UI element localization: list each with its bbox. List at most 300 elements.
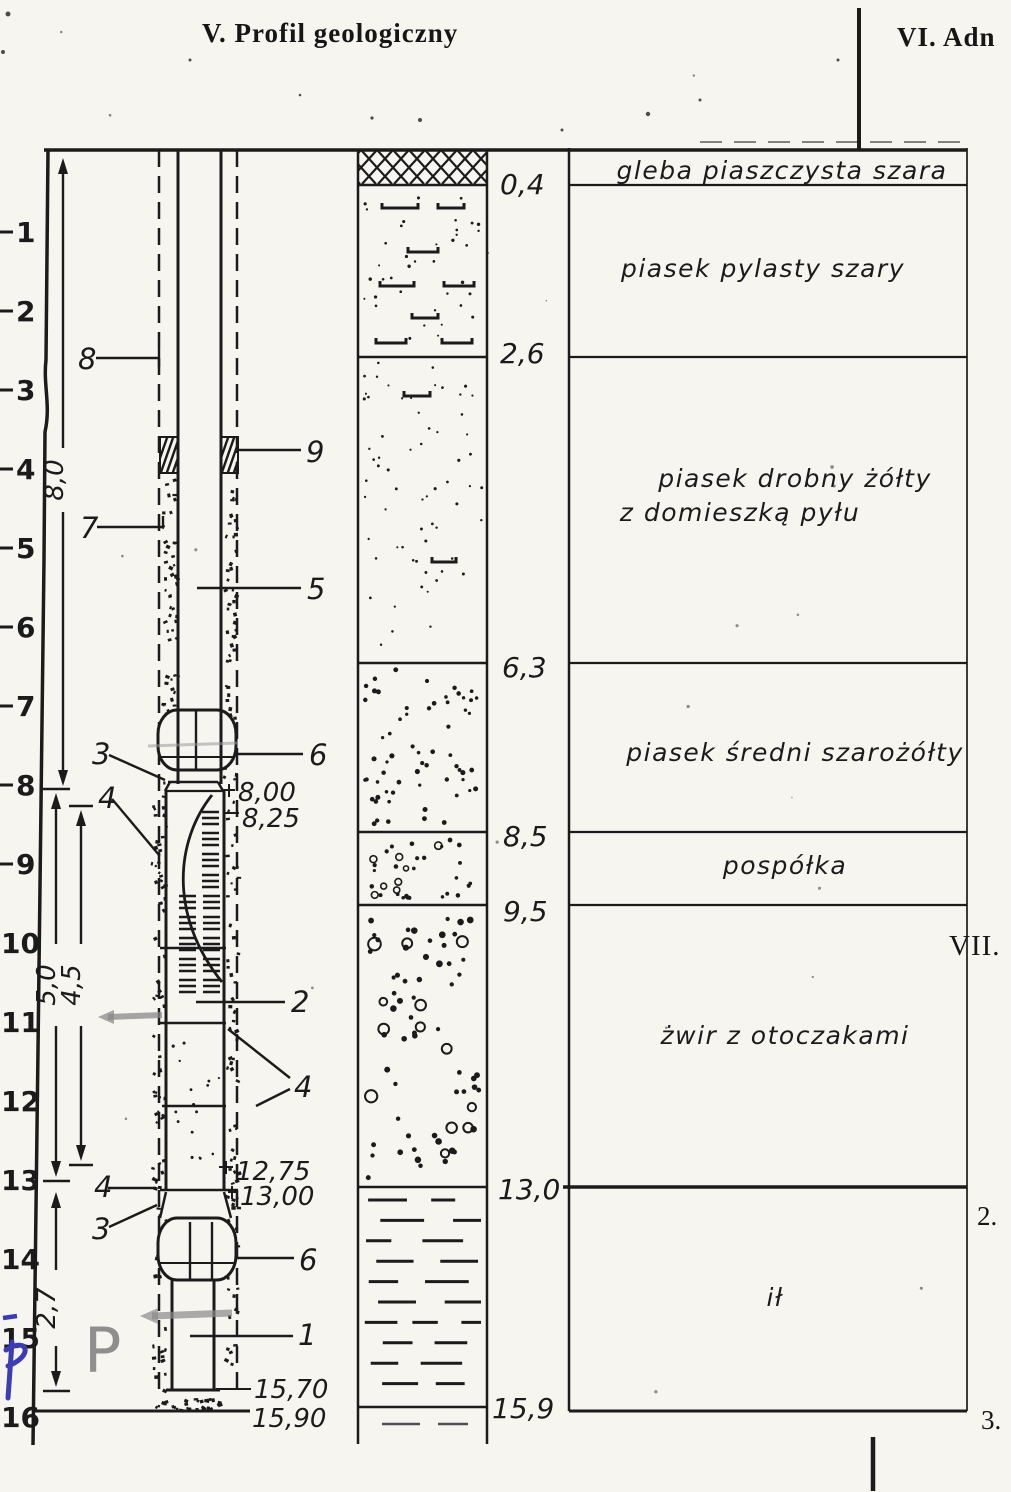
lithology-dot (373, 869, 376, 872)
scan-speck (60, 31, 63, 34)
gravel-pack-fleck (168, 638, 172, 642)
lithology-cobble (457, 936, 468, 947)
lithology-dot (418, 1163, 423, 1168)
gravel-pack-fleck (152, 1072, 156, 1076)
lithology-dot (403, 979, 408, 984)
lithology-dot (365, 479, 368, 482)
scan-speck (299, 94, 302, 97)
depth-scale-label: 14 (1, 1243, 40, 1276)
lithology-dot (424, 763, 429, 768)
lithology-dot (392, 975, 396, 979)
lithology-dot (363, 397, 366, 400)
depth-scale-label: 4 (16, 453, 36, 486)
lithology-dot (469, 485, 471, 487)
pipe-interior-dot (206, 1084, 209, 1087)
gravel-pack-fleck (224, 1358, 229, 1363)
lithology-dot (365, 777, 369, 781)
lithology-dot (369, 277, 372, 280)
gravel-pack-fleck (167, 630, 169, 633)
gravel-pack-fleck (235, 773, 239, 777)
lithology-dot (458, 861, 462, 865)
topsoil-hatch (330, 151, 360, 184)
lithology-dot (385, 790, 389, 794)
gravel-pack-fleck (236, 866, 239, 869)
lithology-dot (363, 298, 365, 300)
pencil-arrow (152, 1313, 232, 1316)
lithology-cobble (446, 1122, 457, 1133)
lithology-dot (447, 961, 452, 966)
gravel-pack-fleck (167, 493, 171, 497)
gravel-pack-fleck (164, 577, 167, 581)
lithology-dot (412, 1147, 417, 1152)
gravel-pack-fleck (211, 1398, 214, 1402)
pipe-coupling-lower (158, 1218, 236, 1280)
lithology-dot (372, 933, 376, 937)
gravel-pack-fleck (228, 707, 232, 712)
lithology-dot (366, 208, 368, 210)
lithology-dot (455, 502, 458, 505)
lithology-dot (417, 196, 420, 199)
pencil-arrow (108, 1015, 162, 1017)
gravel-pack-fleck (172, 478, 176, 482)
lithology-dot (418, 783, 421, 786)
lithology-dot (377, 362, 380, 365)
cement-seal-hatch (184, 435, 198, 475)
gravel-pack-fleck (184, 1402, 188, 1406)
silt-dash-symbol (404, 391, 430, 396)
lithology-dot (364, 202, 367, 205)
lithology-dot (382, 278, 385, 281)
lithology-dot (434, 487, 437, 490)
depth-scale-label: 8 (16, 769, 36, 802)
layer-description: ił (766, 1283, 784, 1312)
scan-speck (545, 300, 547, 302)
lithology-dot (385, 849, 389, 853)
gravel-pack-fleck (228, 923, 232, 927)
lithology-dot (381, 435, 384, 438)
layer-depth-label: 15,9 (492, 1392, 555, 1425)
gravel-pack-fleck (228, 1128, 231, 1132)
lithology-dot (439, 931, 446, 938)
gravel-pack-fleck (232, 648, 236, 651)
lithology-dot (474, 1072, 480, 1078)
pipe-interior-dot (174, 1110, 177, 1113)
gravel-pack-fleck (234, 519, 238, 522)
dimension-arrowhead (51, 793, 61, 809)
gravel-pack-fleck (233, 778, 236, 780)
lithology-cobble (368, 938, 381, 951)
depth-mark-label: 13,00 (240, 1182, 315, 1212)
scan-speck (735, 624, 738, 627)
lithology-pebble (403, 866, 408, 871)
scan-speck (125, 1117, 128, 1120)
lithology-dot (436, 431, 438, 433)
lithology-dot (412, 1033, 418, 1039)
scan-speck (121, 555, 124, 558)
pipe-interior-dot (195, 1110, 198, 1113)
lithology-dot (393, 667, 398, 672)
part-number-label: 9 (306, 435, 325, 469)
gravel-pack-fleck (152, 1344, 155, 1348)
lithology-dot (454, 219, 457, 222)
dimension-arrowhead (58, 770, 68, 786)
lithology-dot (387, 384, 389, 386)
lithology-dot (428, 938, 433, 943)
gravel-pack-fleck (234, 594, 239, 599)
lithology-dot (442, 943, 447, 948)
lithology-dot (437, 335, 439, 337)
lithology-dot (475, 696, 479, 700)
gravel-pack-fleck (173, 498, 177, 502)
lithology-dot (409, 449, 411, 451)
layer-depth-label: 13,0 (498, 1173, 561, 1206)
lithology-dot (366, 1175, 371, 1180)
gravel-pack-fleck (158, 901, 163, 905)
gravel-pack-fleck (154, 1375, 158, 1379)
gravel-pack-fleck (165, 675, 170, 680)
lithology-dot (384, 1067, 390, 1073)
gravel-pack-fleck (158, 871, 161, 874)
gravel-pack-fleck (229, 567, 233, 571)
gravel-pack-fleck (172, 494, 176, 496)
lithology-dot (461, 958, 465, 962)
scan-speck (1, 50, 5, 54)
lithology-dot (373, 677, 377, 681)
lithology-dot (412, 995, 416, 999)
depth-scale-label: 7 (16, 690, 36, 723)
lithology-dot (371, 1142, 376, 1147)
lithology-dot (377, 464, 380, 467)
dimension-label: 4,5 (57, 964, 87, 1006)
silt-dash-symbol (412, 313, 438, 318)
lithology-dot (477, 230, 479, 232)
lithology-dot (364, 684, 368, 688)
gravel-pack-fleck (235, 1079, 240, 1083)
depth-scale-label: 2 (16, 295, 36, 328)
lithology-dot (469, 453, 472, 456)
part-number-label: 6 (309, 738, 328, 772)
gravel-pack-fleck (233, 612, 237, 617)
layer-depth-label: 0,4 (500, 168, 545, 201)
lithology-dot (446, 292, 448, 294)
lithology-dot (457, 919, 464, 926)
gravel-pack-fleck (226, 817, 230, 820)
lithology-dot (396, 546, 398, 548)
lithology-dot (369, 596, 372, 599)
lithology-dot (387, 468, 390, 471)
cement-seal-hatch (239, 435, 253, 475)
lithology-dot (423, 324, 425, 326)
cement-seal-hatch (178, 435, 192, 475)
dimension-label: 2,7 (32, 1287, 62, 1329)
lithology-dot (469, 292, 472, 295)
layer-depth-label: 2,6 (500, 337, 545, 370)
lithology-dot (471, 222, 474, 225)
gravel-pack-fleck (208, 1398, 211, 1401)
pencil-arrowhead (98, 1010, 114, 1024)
gravel-pack-fleck (232, 536, 234, 539)
silt-dash-symbol (382, 203, 418, 208)
lithology-dot (468, 882, 472, 886)
pipe-interior-dot (199, 1156, 201, 1158)
pipe-interior-dot (177, 1120, 180, 1123)
lithology-dot (456, 893, 460, 897)
part-number-label: 8 (78, 342, 97, 376)
lithology-dot (450, 982, 454, 986)
depth-scale-label: 13 (1, 1164, 40, 1197)
pipe-interior-dot (207, 1080, 210, 1083)
lithology-dot (467, 917, 474, 924)
lithology-dot (441, 895, 444, 898)
lithology-dot (411, 927, 418, 934)
lithology-dot (415, 769, 420, 774)
part-number-label: 4 (94, 1170, 113, 1204)
gravel-pack-fleck (173, 674, 176, 677)
lithology-dot (415, 1157, 421, 1163)
part-number-label: 4 (294, 1070, 313, 1104)
gravel-pack-fleck (163, 540, 168, 545)
lithology-dot (418, 412, 420, 414)
lithology-dot (432, 1133, 438, 1139)
lithology-dot (414, 260, 416, 262)
lithology-dot (446, 917, 450, 921)
gravel-pack-fleck (158, 1096, 161, 1099)
lithology-dot (398, 717, 402, 721)
depth-scale-label: 1 (16, 216, 36, 249)
lithology-dot (415, 560, 418, 563)
lithology-dot (452, 686, 456, 690)
gravel-pack-fleck (229, 1067, 234, 1072)
lithology-dot (460, 304, 463, 307)
cone-taper (160, 1192, 166, 1218)
section-vi-heading: VI. Adn (897, 22, 996, 52)
layer-depth-label: 9,5 (503, 895, 548, 928)
scan-speck (686, 705, 689, 708)
lithology-dot (464, 708, 467, 711)
lithology-dot (429, 625, 431, 627)
lithology-dot (455, 794, 459, 798)
gravel-pack-fleck (225, 534, 228, 538)
lithology-dot (401, 546, 404, 549)
gravel-pack-fleck (170, 573, 175, 578)
pipe-interior-dot (191, 1131, 194, 1134)
pipe-interior-dot (179, 1060, 181, 1062)
lithology-dot (379, 893, 383, 897)
gravel-pack-fleck (153, 1274, 158, 1279)
scan-speck (418, 118, 422, 122)
lithology-dot (407, 265, 410, 268)
gravel-pack-fleck (169, 511, 173, 515)
depth-scale-label: 9 (16, 848, 36, 881)
gravel-pack-fleck (235, 1127, 238, 1130)
depth-scale-label: 15 (1, 1322, 40, 1355)
lithology-dot (457, 459, 460, 462)
lithology-dot (394, 864, 399, 869)
gravel-pack-fleck (162, 511, 165, 514)
gravel-pack-fleck (152, 1356, 157, 1360)
lithology-dot (442, 820, 447, 825)
lithology-dot (423, 954, 429, 960)
section-vii-heading: VII. (949, 930, 1001, 962)
pipe-interior-dot (190, 1088, 193, 1091)
lithology-dot (461, 778, 464, 781)
scan-speck (812, 976, 814, 978)
scan-speck (797, 613, 800, 616)
lithology-dot (417, 977, 423, 983)
gravel-pack-fleck (232, 866, 237, 870)
lithology-cobble (415, 1000, 426, 1011)
gravel-pack-fleck (228, 562, 233, 567)
lithology-dot (470, 689, 474, 693)
lithology-dot (405, 895, 409, 899)
lithology-dot (436, 1027, 440, 1031)
gravel-pack-fleck (237, 877, 242, 879)
gravel-pack-fleck (231, 644, 233, 647)
gravel-pack-fleck (229, 659, 232, 662)
lithology-dot (424, 539, 427, 542)
gravel-pack-fleck (161, 1355, 165, 1358)
part-number-label: 3 (92, 737, 111, 771)
scan-speck (370, 116, 373, 119)
gravel-pack-fleck (233, 1344, 238, 1347)
lithology-dot (473, 786, 478, 791)
gravel-pack-fleck (236, 1196, 239, 1199)
lithology-dot (456, 691, 461, 696)
lithology-dot (373, 863, 377, 867)
gravel-pack-fleck (155, 840, 159, 844)
gravel-pack-fleck (225, 855, 229, 858)
part-number-label: 1 (298, 1318, 317, 1352)
lithology-dot (368, 918, 374, 924)
gravel-pack-fleck (173, 691, 176, 695)
scan-speck (311, 987, 314, 990)
scan-speck (189, 59, 192, 62)
lithology-dot (411, 744, 415, 748)
cement-seal-hatch (251, 435, 265, 475)
lithology-dot (431, 523, 434, 526)
gravel-pack-fleck (228, 522, 232, 524)
lithology-dot (433, 260, 436, 263)
lithology-dot (461, 281, 464, 284)
gravel-pack-fleck (158, 849, 162, 853)
lithology-dot (462, 573, 465, 576)
gravel-pack-fleck (153, 936, 158, 941)
gravel-pack-fleck (228, 654, 231, 658)
margin-mark-3: 3. (981, 1405, 1002, 1435)
lithology-dot (405, 255, 408, 258)
lithology-dot (430, 749, 435, 754)
lithology-dot (364, 496, 366, 498)
lithology-dot (394, 606, 396, 608)
gravel-pack-fleck (231, 1206, 235, 1210)
lithology-dot (446, 481, 449, 484)
lithology-pebble (396, 854, 403, 861)
lithology-dot (396, 1116, 400, 1120)
gravel-pack-fleck (153, 1094, 157, 1097)
gravel-pack-fleck (159, 874, 163, 878)
lithology-dot (363, 375, 366, 378)
lithology-dot (387, 800, 391, 804)
lithology-dot (462, 1089, 467, 1094)
silt-dash-symbol (376, 338, 406, 343)
lithology-dot (405, 713, 408, 716)
lithology-dot (376, 376, 378, 378)
lithology-dot (397, 998, 403, 1004)
scan-speck (646, 112, 650, 116)
lithology-dot (428, 427, 431, 430)
gravel-pack-fleck (226, 966, 229, 969)
scan-speck (654, 1390, 657, 1393)
dimension-arrowhead (51, 1192, 61, 1208)
gravel-pack-fleck (229, 1350, 234, 1354)
lithology-cobble (441, 1149, 449, 1157)
lithology-dot (436, 960, 443, 967)
gravel-pack-fleck (226, 1066, 229, 1070)
pipe-interior-dot (212, 1153, 215, 1156)
lithology-dot (460, 197, 463, 200)
gravel-pack-fleck (228, 1168, 231, 1171)
layer-description: piasek średni szarożółty (626, 738, 964, 767)
lithology-dot (480, 486, 483, 489)
lithology-dot (401, 397, 403, 399)
gravel-pack-fleck (164, 1373, 167, 1376)
gravel-pack-fleck (173, 564, 176, 567)
lithology-dot (401, 1036, 407, 1042)
gravel-pack-fleck (161, 836, 165, 839)
lithology-cobble (468, 1103, 476, 1111)
lithology-dot (435, 579, 438, 582)
gravel-pack-fleck (231, 844, 234, 847)
pencil-letter: P (84, 1314, 122, 1387)
gravel-pack-fleck (194, 1398, 199, 1401)
lithology-cobble (442, 1044, 452, 1054)
depth-mark-label: 15,90 (252, 1404, 327, 1434)
depth-mark-label: 15,70 (254, 1375, 329, 1405)
gravel-pack-fleck (232, 1020, 236, 1023)
dimension-label: 5,0 (32, 964, 62, 1006)
scan-speck (920, 1287, 923, 1290)
callout-leader-line (112, 799, 159, 855)
dimension-arrowhead (51, 1371, 61, 1387)
pipe-interior-dot (183, 1042, 186, 1045)
gravel-pack-fleck (230, 1158, 233, 1162)
blue-pen-mark (3, 1316, 17, 1318)
lithology-dot (422, 807, 427, 812)
gravel-pack-fleck (173, 541, 177, 544)
gravel-pack-fleck (162, 806, 165, 810)
lithology-dot (395, 487, 398, 490)
gravel-pack-fleck (230, 882, 232, 884)
lithology-dot (370, 884, 375, 889)
depth-mark-label: 8,25 (242, 804, 300, 834)
lithology-dot (420, 527, 423, 530)
depth-scale-label: 11 (1, 1006, 40, 1039)
gravel-pack-fleck (232, 1294, 236, 1298)
lithology-dot (432, 366, 435, 369)
lithology-dot (381, 736, 384, 739)
gravel-pack-fleck (162, 703, 166, 706)
gravel-pack-fleck (164, 1348, 167, 1352)
gravel-pack-fleck (170, 678, 172, 681)
gravel-pack-fleck (231, 1182, 235, 1185)
layer-description: piasek pylasty szary (620, 254, 906, 283)
lithology-dot (446, 700, 450, 704)
lithology-dot (390, 277, 393, 280)
gravel-pack-fleck (227, 1288, 231, 1291)
lithology-dot (374, 799, 379, 804)
part-number-label: 5 (307, 572, 326, 606)
lithology-dot (378, 457, 380, 459)
